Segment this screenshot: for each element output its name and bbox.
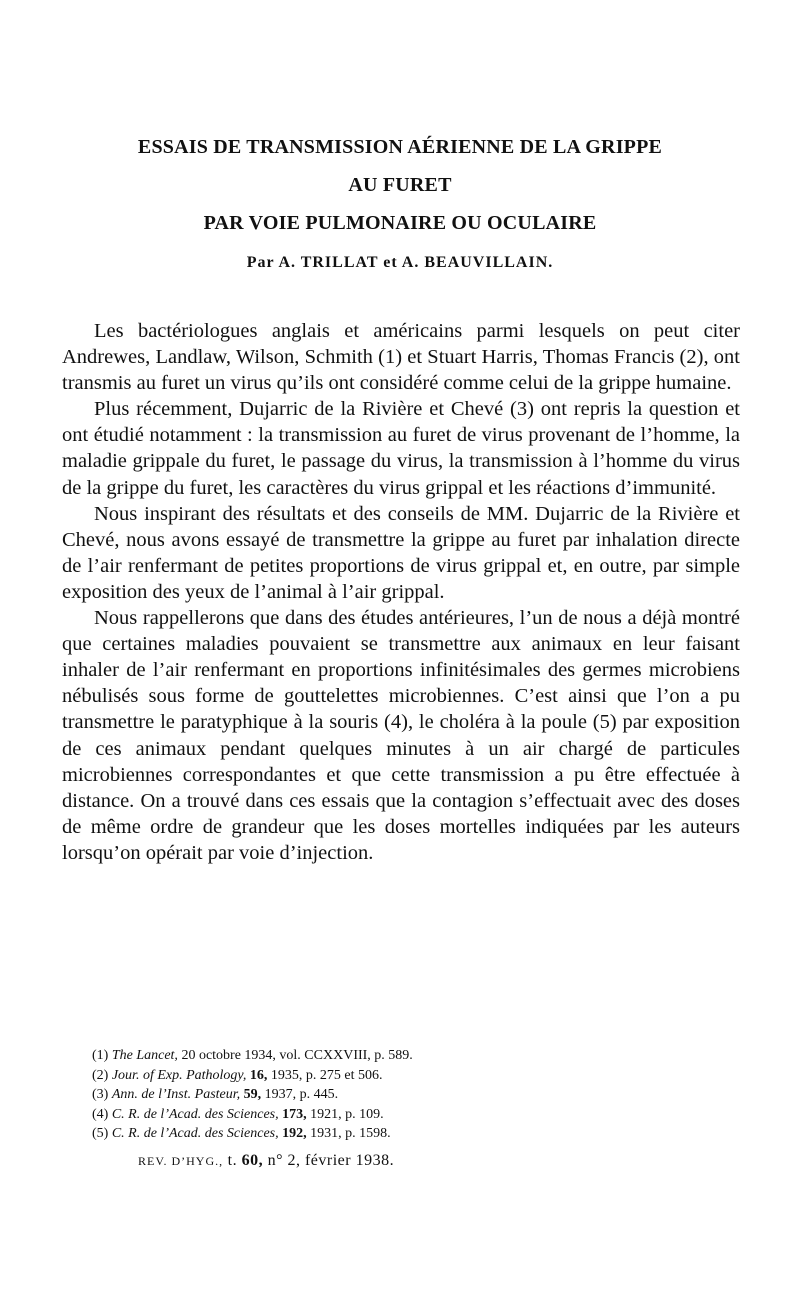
- journal-name: REV. D’HYG.,: [138, 1154, 224, 1168]
- footnote-number: (5): [92, 1126, 109, 1142]
- footnote-volume: 16,: [249, 1067, 268, 1083]
- footnote-source: C. R. de l’Acad. des Sciences,: [111, 1106, 279, 1122]
- footnote-2: [92, 1066, 712, 1086]
- footnote-source: Ann. de l’Inst. Pasteur,: [111, 1087, 241, 1103]
- tome-label: t.: [223, 1152, 242, 1169]
- tome-number: 60,: [241, 1152, 264, 1169]
- footnote-number: (4): [92, 1106, 109, 1122]
- footnote-1: [92, 1046, 712, 1066]
- journal-citation: [138, 1152, 394, 1170]
- article-title: [60, 128, 740, 242]
- paragraph-2: Plus récemment, Dujarric de la Rivière et Chevé (3) ont repris la question et ont étudié notamment : la transmission au furet de virus provenant de l’homme, la maladie grippale du furet, le passage du virus, la transmission à l’homme du virus de la grippe du furet, les caractères du virus grippal et les réactions d’immunité.: [62, 398, 740, 499]
- footnotes: [92, 1046, 712, 1144]
- footnote-number: (2): [92, 1067, 109, 1083]
- footnote-detail: 1921, p. 109.: [306, 1106, 384, 1122]
- paragraph-1: Les bactériologues anglais et américains parmi lesquels on peut citer Andrewes, Landlaw, Wilson, Schmith (1) et Stuart Harris, Thomas Francis (2), ont transmis au furet un virus qu’ils ont considéré comme celui de la grippe humaine.: [62, 320, 740, 395]
- footnote-source: C. R. de l’Acad. des Sciences,: [111, 1126, 279, 1142]
- footnote-source: The Lancet,: [111, 1048, 178, 1063]
- footnote-detail: 20 octobre 1934, vol. CCXXVIII, p. 589.: [177, 1048, 413, 1063]
- footnote-number: (3): [92, 1087, 109, 1103]
- footnote-detail: 1931, p. 1598.: [306, 1126, 391, 1142]
- title-line-1: ESSAIS DE TRANSMISSION AÉRIENNE DE LA GRIPPE: [137, 136, 663, 158]
- authors-line: Par A. TRILLAT et A. BEAUVILLAIN.: [246, 254, 554, 271]
- title-line-2: AU FURET: [348, 174, 452, 196]
- footnote-4: [92, 1105, 712, 1125]
- footnote-volume: 192,: [282, 1126, 307, 1142]
- footnote-3: [92, 1085, 712, 1105]
- footnote-detail: 1935, p. 275 et 506.: [267, 1067, 383, 1083]
- footnote-detail: 1937, p. 445.: [261, 1087, 339, 1103]
- footnote-number: (1): [92, 1048, 109, 1063]
- footnote-5: [92, 1124, 712, 1144]
- issue-date: n° 2, février 1938.: [263, 1152, 395, 1169]
- footnote-volume: 173,: [282, 1106, 307, 1122]
- paragraph-4: Nous rappellerons que dans des études antérieures, l’un de nous a déjà montré que certaines maladies pouvaient se transmettre aux animaux en leur faisant inhaler de l’air renfermant en proportions infinitésimales des germes microbiens nébulisés sous forme de gouttelettes microbiennes. C’est ainsi que l’on a pu transmettre le paratyphique à la souris (4), le choléra à la poule (5) par exposition de ces animaux pendant quelques minutes à un air chargé de particules microbiennes correspondantes et que cette transmission a pu être effectuée à distance. On a trouvé dans ces essais que la contagion s’effectuait avec des doses de même ordre de grandeur que les doses mortelles indiquées par les auteurs lorsqu’on opérait par voie d’injection.: [62, 607, 740, 864]
- paragraph-3: Nous inspirant des résultats et des conseils de MM. Dujarric de la Rivière et Chevé, nous avons essayé de transmettre la grippe au furet par inhalation directe de l’air renfermant de petites proportions de virus grippal et, en outre, par simple exposition des yeux de l’animal à l’air grippal.: [62, 502, 740, 603]
- footnote-source: Jour. of Exp. Pathology,: [111, 1067, 247, 1083]
- footnote-volume: 59,: [243, 1087, 262, 1103]
- title-line-3: PAR VOIE PULMONAIRE OU OCULAIRE: [203, 212, 597, 234]
- article-body: [62, 318, 740, 866]
